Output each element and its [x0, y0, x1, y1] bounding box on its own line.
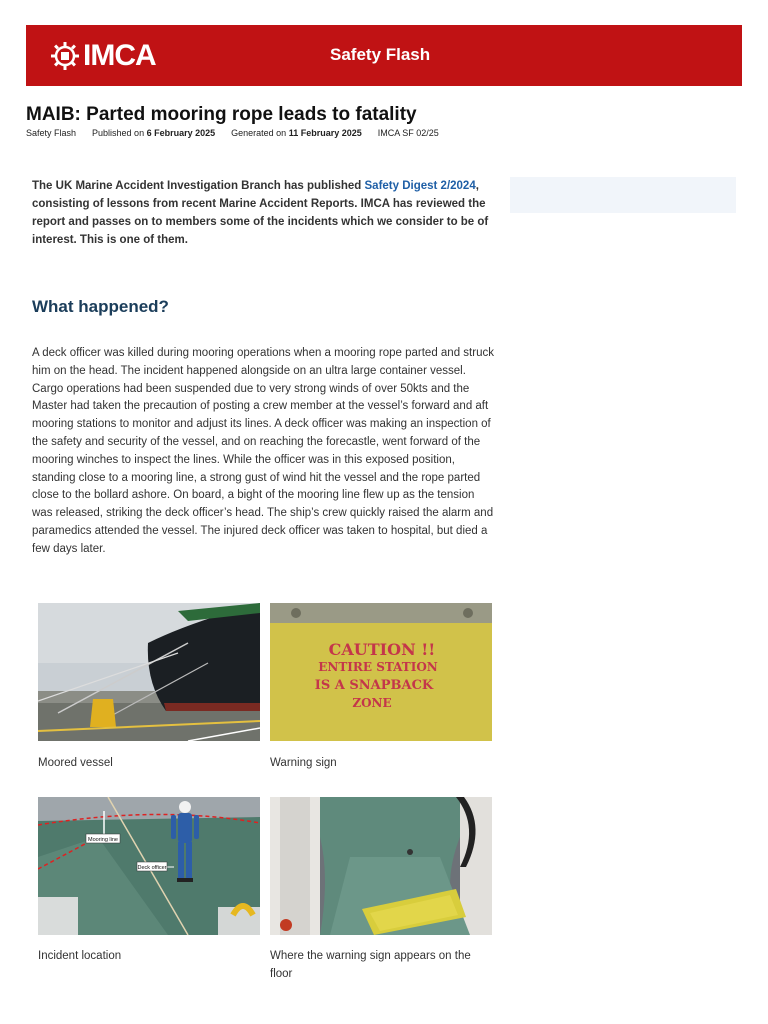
- sign-line: ENTIRE STATION: [318, 660, 438, 674]
- intro-text-start: The UK Marine Accident Investigation Branch has published: [32, 180, 365, 192]
- generated-date: 11 February 2025: [288, 128, 362, 138]
- incident-location-image: [38, 797, 260, 935]
- figure-caption: Warning sign: [270, 757, 337, 769]
- meta-generated: [231, 128, 362, 138]
- page-title: MAIB: Parted mooring rope leads to fatality: [26, 104, 417, 125]
- sign-line: ZONE: [352, 696, 392, 710]
- figure-caption: Moored vessel: [38, 757, 113, 769]
- intro-paragraph: [32, 177, 494, 249]
- warning-sign-image: [270, 603, 492, 741]
- figure-caption: Where the warning sign appears on the floor: [270, 950, 471, 980]
- logo-text: IMCA: [83, 39, 156, 72]
- meta-type: Safety Flash: [26, 128, 77, 138]
- floor-sign-image: [270, 797, 492, 935]
- sign-line: IS A SNAPBACK: [314, 678, 434, 693]
- deck-officer-label: Deck officer: [137, 865, 167, 871]
- moored-vessel-image: [38, 603, 260, 741]
- intro-text-end: , consisting of lessons from recent Marine Accident Reports. IMCA has reviewed the report and passes on to members some of the incidents which we consider to be of interest. This is one of them.: [32, 180, 489, 246]
- sidebar-box: [510, 177, 736, 213]
- safety-digest-link[interactable]: Safety Digest 2/2024: [364, 180, 476, 192]
- body-paragraph: A deck officer was killed during mooring operations when a mooring rope parted and struck him on the head. The incident happened alongside on an ultra large container vessel. Cargo operations had been suspended due to very strong winds of over 50kts and the Master had taken the precaution of posting a crew member at the vessel’s forward and aft mooring stations to monitor and adjust its lines. A deck officer was making an inspection of the safety and security of the vessel, and on reaching the forecastle, went forward of the mooring winches to inspect the lines. While the officer was in this exposed position, standing close to a mooring line, a strong gust of wind hit the vessel and the rope parted close to the bollard ashore. On board, a bight of the mooring line flew up as the tension was released, striking the deck officer’s head. The ship’s crew quickly raised the alarm and paramedics attended the vessel. The injured deck officer was taken to hospital, but died a few days later.: [32, 347, 494, 555]
- imca-logo[interactable]: [50, 37, 156, 75]
- banner-title: Safety Flash: [330, 45, 431, 64]
- sign-line: CAUTION !!: [328, 640, 436, 659]
- gear-logo-icon: [50, 41, 80, 71]
- article-meta: [26, 128, 455, 138]
- generated-label: Generated on: [231, 128, 287, 138]
- mooring-line-label: Mooring line: [88, 837, 118, 843]
- published-date: 6 February 2025: [146, 128, 216, 138]
- section-heading: What happened?: [32, 297, 169, 316]
- meta-ref: IMCA SF 02/25: [377, 128, 439, 138]
- figure-caption: Incident location: [38, 950, 122, 962]
- published-label: Published on: [92, 128, 145, 138]
- meta-published: [92, 128, 215, 138]
